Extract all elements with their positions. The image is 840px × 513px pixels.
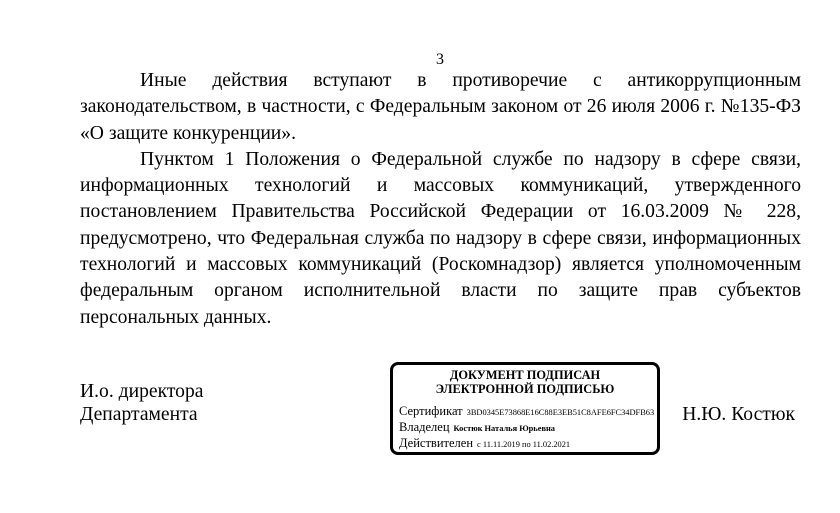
stamp-validity-row <box>399 436 651 452</box>
paragraph-1: Иные действия вступают в противоречие с антикоррупционным законодательством, в частности, с Федеральным законом от 26 июля 2006 г. №135-ФЗ «О защите конкуренции». <box>80 70 801 144</box>
stamp-validity-value: с 11.11.2019 по 11.02.2021 <box>477 440 571 449</box>
stamp-certificate-label: Сертификат <box>399 404 463 418</box>
stamp-owner-value: Костюк Наталья Юрьевна <box>453 424 555 433</box>
signer-position-line-2: Департамента <box>80 404 198 425</box>
page-number: 3 <box>436 51 444 68</box>
stamp-owner-row <box>399 420 651 436</box>
electronic-signature-stamp <box>390 362 660 455</box>
stamp-title-line-1: ДОКУМЕНТ ПОДПИСАН <box>449 368 601 382</box>
stamp-certificate-value: 3BD0345E73868E16C88E3EB51C8AFE6FC34DFB63 <box>466 408 655 417</box>
stamp-owner-label: Владелец <box>399 420 450 434</box>
document-body <box>80 68 801 331</box>
paragraph-2: Пунктом 1 Положения о Федеральной службе по надзору в сфере связи, информационных технологий и массовых коммуникаций, утвержденного постановлением Правительства Российской Федерации от 16.03.2009 № 228, предусмотрено, что Федеральная служба по надзору в сфере связи, информационных технологий и массовых коммуникаций (Роскомнадзор) является уполномоченным федеральным органом исполнительной власти по защите прав субъектов персональных данных. <box>80 148 801 328</box>
signer-position-line-1: И.о. директора <box>80 381 204 402</box>
signer-position <box>80 380 203 426</box>
stamp-validity-label: Действителен <box>399 436 474 450</box>
signer-name: Н.Ю. Костюк <box>682 404 795 425</box>
stamp-certificate-row <box>399 404 655 420</box>
stamp-title-line-2: ЭЛЕКТРОННОЙ ПОДПИСЬЮ <box>435 382 615 396</box>
